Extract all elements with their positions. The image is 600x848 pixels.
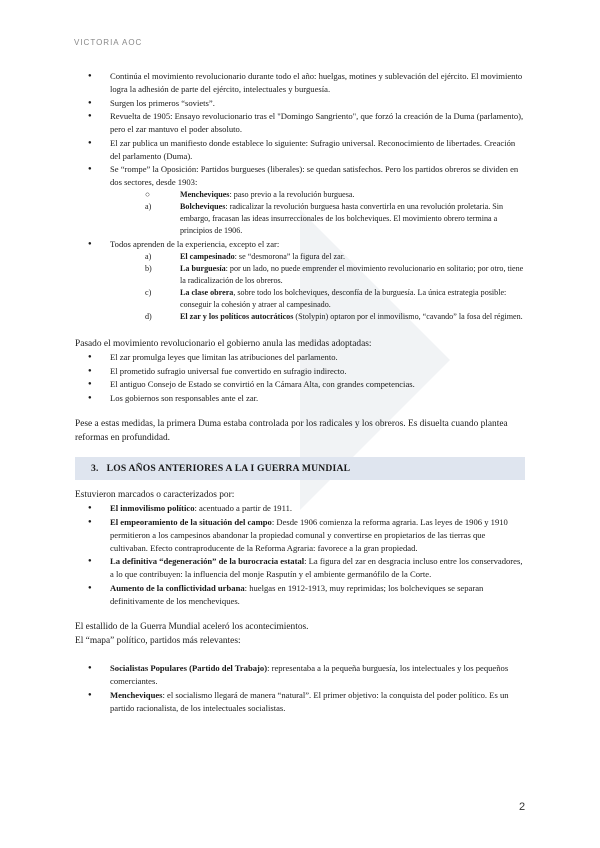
sub-item (145, 189, 525, 201)
page-number: 2 (519, 801, 526, 813)
sub-text: (Stolypin) optaron por el inmovilismo, “cavando” la fosa del régimen. (293, 311, 523, 321)
sub-marker: c) (145, 287, 152, 297)
sub-text: : se “desmorona” la figura del zar. (234, 251, 345, 261)
item-term: Mencheviques (110, 689, 163, 700)
sub-term: Bolcheviques (180, 202, 226, 211)
list-item: ● El zar promulga leyes que limitan las atribuciones del parlamento. (75, 351, 525, 364)
item-term: Socialistas Populares (Partido del Trabajo) (110, 663, 268, 673)
paragraph: Pasado el movimiento revolucionario el gobierno anula las medidas adoptadas: (75, 339, 372, 349)
list-item: ● El prometido sufragio universal fue convertido en sufragio indirecto. (75, 365, 525, 378)
list-item (75, 582, 525, 608)
item-text: : huelgas en 1912-1913, muy reprimidas; los bolcheviques se separan definitivamente de los mencheviques. (110, 582, 484, 606)
list-item-text: Se “rompe” la Oposición: Partidos burgueses (liberales): se quedan satisfechos. Pero los partidos obreros se dividen en dos sectores, desde 1903: (110, 164, 519, 187)
bullet-list-measures (75, 351, 525, 405)
sub-term: El zar y los políticos autocráticos (180, 311, 294, 321)
sub-text: : radicalizar la revolución burguesa hasta convertirla en una revolución proletaria. Sin embargo, fracasan las ideas insurreccionales de los bolcheviques. El movimiento obrero termina a principios de 1906. (180, 202, 504, 235)
item-text: : el socialismo llegará de manera “natural”. El primer objetivo: la conquista del poder político. Es un partido racionalista, de los intelectuales socialistas. (110, 689, 509, 713)
sub-term: Mencheviques (180, 190, 230, 199)
paragraph: Estuvieron marcados o caracterizados por: (75, 490, 235, 500)
list-item: ● El antiguo Consejo de Estado se convirtió en la Cámara Alta, con grandes competencias. (75, 378, 525, 391)
list-item: ● El zar publica un manifiesto donde establece lo siguiente: Sufragio universal. Reconocimiento de libertades. Creación del parlamento (Duma). (75, 137, 525, 163)
list-item-oposicion (75, 163, 525, 237)
item-text: : acentuado a partir de 1911. (194, 503, 293, 513)
document-body (75, 70, 525, 715)
sub-text: : por un lado, no puede emprender el movimiento revolucionario en solitario; por otro, tiene la radicalización de los obreros. (180, 263, 524, 285)
paragraph: El “mapa” político, partidos más relevantes: (75, 636, 241, 646)
sub-marker: ○ (145, 190, 150, 199)
list-item (75, 502, 525, 515)
item-text: : representaba a la pequeña burguesía, los intelectuales y los pequeños comerciantes. (110, 663, 509, 686)
section-heading (75, 457, 525, 480)
sub-marker: d) (145, 311, 152, 321)
sub-term: La clase obrera (180, 287, 234, 297)
paragraph: Pese a estas medidas, la primera Duma estaba controlada por los radicales y los obreros. Es disuelta cuando plantea reformas en profundidad. (75, 419, 508, 443)
sub-term: La burguesía (180, 263, 226, 273)
bullet-list-revolution (75, 70, 525, 323)
item-term: El inmovilismo político (110, 503, 195, 513)
item-term: La definitiva “degeneración” de la burocracia estatal (110, 556, 305, 566)
section-number: 3. (91, 463, 99, 474)
sub-item (145, 287, 525, 311)
sub-marker: b) (145, 263, 152, 273)
list-item-text: Todos aprenden de la experiencia, excepto el zar: (110, 238, 280, 249)
paragraph: El estallido de la Guerra Mundial aceleró los acontecimientos. (75, 622, 309, 632)
sub-item (145, 311, 525, 323)
list-item-aprenden (75, 238, 525, 323)
list-item: ● Continúa el movimiento revolucionario durante todo el año: huelgas, motines y sublevación del ejército. El movimiento logra la adhesión de parte del ejército, intelectuales y burguesía. (75, 70, 525, 96)
list-item (75, 555, 525, 581)
section-title: LOS AÑOS ANTERIORES A LA I GUERRA MUNDIAL (106, 463, 351, 474)
list-item (75, 689, 525, 715)
sub-marker: a) (145, 251, 152, 261)
item-term: El empeoramiento de la situación del campo (110, 516, 272, 527)
list-item (75, 662, 525, 688)
list-item: ● Revuelta de 1905: Ensayo revolucionario tras el "Domingo Sangriento", que forzó la creación de la Duma (parlamento), pero el zar mantuvo el poder absoluto. (75, 110, 525, 136)
sub-text: , sobre todo los bolcheviques, desconfía de la burguesía. La única estrategia posible: conseguir la cohesión y atraer al campesinado. (180, 287, 507, 309)
sub-text: : paso previo a la revolución burguesa. (229, 190, 355, 199)
item-text: : Desde 1906 comienza la reforma agraria. Las leyes de 1906 y 1910 permitieron a los campesinos abandonar la propiedad comunal y convertirse en propietarios de las tierras que cultivaban. Efecto contraproducente de la Reforma Agraria: favorece a la gran propiedad. (110, 516, 508, 553)
list-item: ● Surgen los primeros “soviets”. (75, 97, 525, 110)
bullet-list-characteristics (75, 502, 525, 608)
sub-item (145, 201, 525, 237)
item-term: Aumento de la conflictividad urbana (110, 582, 245, 593)
list-item: ● Los gobiernos son responsables ante el zar. (75, 392, 525, 405)
sub-marker: a) (145, 202, 152, 211)
sub-term: El campesinado (180, 251, 235, 261)
sub-item (145, 251, 525, 263)
page-header: VICTORIA AOC (74, 38, 143, 47)
list-item (75, 516, 525, 555)
bullet-list-parties (75, 662, 525, 715)
item-text: : La figura del zar en desgracia incluso entre los conservadores, a lo que contribuyen: la influencia del monje Rasputín y el ambiente germanófilo de la Corte. (110, 556, 523, 579)
sub-item (145, 263, 525, 287)
